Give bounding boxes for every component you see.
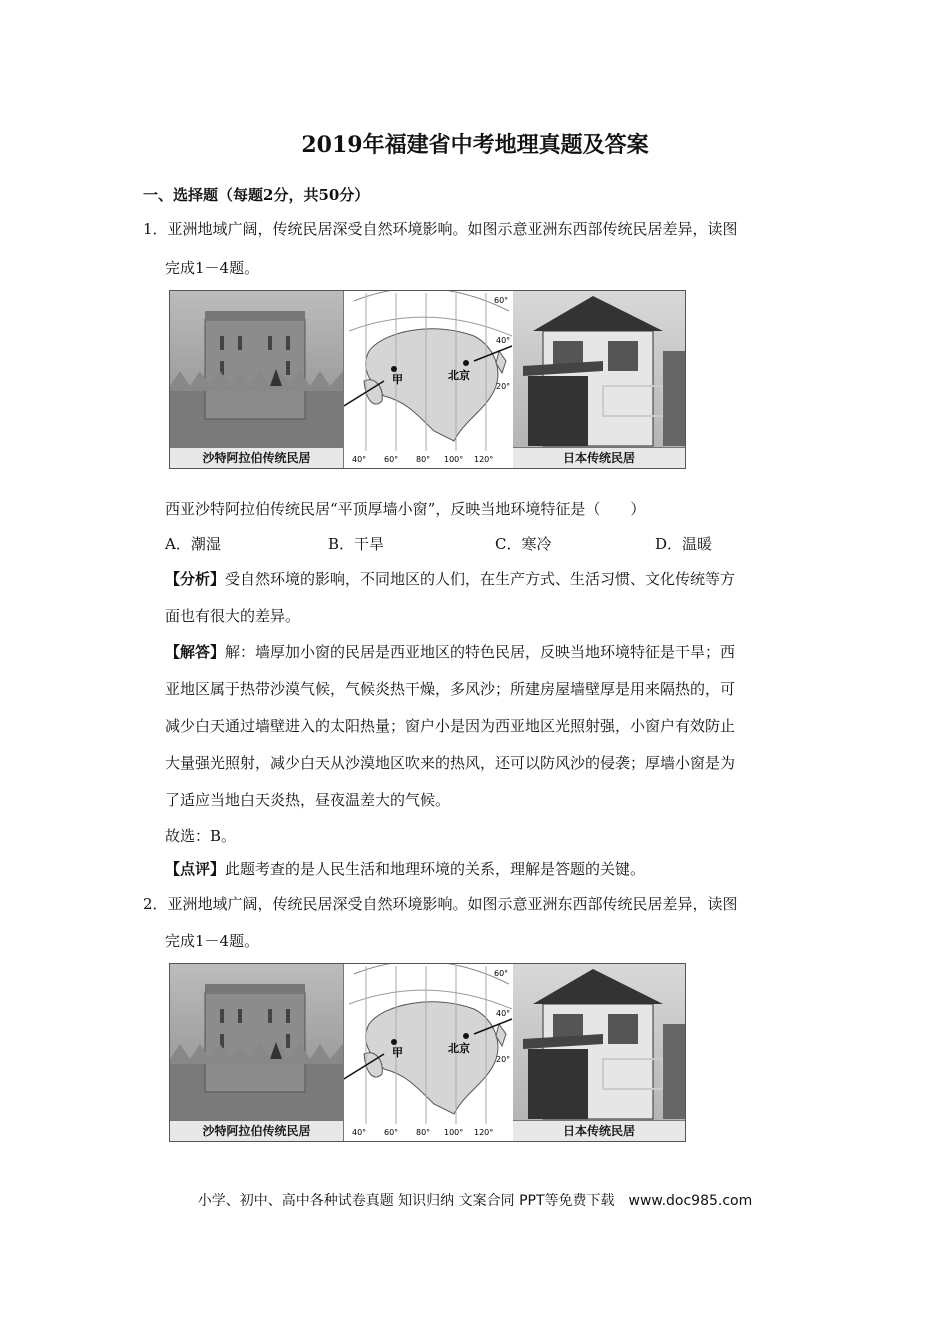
answer-line-3: 减少白天通过墙壁进入的太阳热量；窗户小是因为西亚地区光照射强，小窗户有效防止 — [165, 717, 736, 735]
footer-link-text[interactable]: 小学、初中、高中各种试卷真题 知识归纳 文案合同 PPT等免费下载 www.doc985.com — [197, 1193, 753, 1209]
japan-dwelling-photo — [513, 291, 685, 468]
analysis-text: 受自然环境的影响，不同地区的人们，在生产方式、生活习惯、文化传统等方 — [225, 570, 736, 588]
map-label-jia: 甲 — [392, 373, 403, 386]
question-1-intro: 1．亚洲地域广阔，传统民居深受自然环境影响。如图示意亚洲东西部传统民居差异，读图 — [143, 220, 738, 238]
lon-label: 80° — [416, 455, 431, 464]
answer-text: 解：墙厚加小窗的民居是西亚地区的特色民居，反映当地环境特征是干旱；西 — [225, 643, 736, 661]
lon-label: 60° — [384, 455, 399, 464]
final-choice: 故选：B。 — [165, 827, 237, 845]
answer-line-5: 了适应当地白天炎热，昼夜温差大的气候。 — [165, 791, 451, 809]
comment — [165, 858, 645, 879]
analysis — [165, 568, 735, 589]
asia-map — [343, 291, 515, 468]
lon-label: 80° — [416, 1128, 431, 1137]
lon-label: 60° — [384, 1128, 399, 1137]
option-b: B．干旱 — [328, 535, 385, 553]
asia-map — [343, 964, 515, 1141]
answer-line-2: 亚地区属于热带沙漠气候，气候炎热干燥，多风沙；所建房屋墙壁厚是用来隔热的，可 — [165, 680, 736, 698]
lon-label: 40° — [352, 1128, 367, 1137]
section-heading: 一、选择题（每题2分，共50分） — [143, 186, 370, 204]
question-1-intro-cont: 完成1－4题。 — [165, 259, 260, 277]
option-d: D．温暖 — [655, 535, 713, 553]
lon-label: 100° — [444, 1128, 464, 1137]
lat-label: 60° — [494, 969, 509, 978]
comment-tag: 【点评】 — [165, 860, 226, 878]
question-1-stem: 西亚沙特阿拉伯传统民居“平顶厚墙小窗”，反映当地环境特征是（ ） — [165, 500, 646, 518]
analysis-cont: 面也有很大的差异。 — [165, 607, 301, 625]
analysis-tag: 【分析】 — [165, 570, 226, 588]
comment-text: 此题考查的是人民生活和地理环境的关系，理解是答题的关键。 — [225, 860, 646, 878]
lat-label: 40° — [496, 336, 511, 345]
answer — [165, 641, 735, 662]
map-label-beijing: 北京 — [448, 1042, 470, 1055]
lat-label: 20° — [496, 1055, 511, 1064]
japan-dwelling-caption: 日本传统民居 — [513, 447, 685, 468]
lon-label: 100° — [444, 455, 464, 464]
saudi-dwelling-caption: 沙特阿拉伯传统民居 — [170, 447, 343, 468]
answer-tag: 【解答】 — [165, 643, 226, 661]
question-2-intro-cont: 完成1－4题。 — [165, 932, 260, 950]
lon-label: 40° — [352, 455, 367, 464]
option-a: A．潮湿 — [165, 535, 221, 553]
saudi-dwelling-photo — [170, 964, 343, 1141]
saudi-dwelling-photo — [170, 291, 343, 468]
figure-asia-dwellings — [169, 290, 686, 469]
japan-dwelling-photo — [513, 964, 685, 1141]
lat-label: 40° — [496, 1009, 511, 1018]
figure-asia-dwellings-2 — [169, 963, 686, 1142]
japan-dwelling-caption: 日本传统民居 — [513, 1120, 685, 1141]
map-label-jia: 甲 — [392, 1046, 403, 1059]
lon-label: 120° — [474, 1128, 494, 1137]
option-c: C．寒冷 — [495, 535, 552, 553]
map-label-beijing: 北京 — [448, 369, 470, 382]
page-title: 2019年福建省中考地理真题及答案 — [301, 132, 649, 158]
lat-label: 20° — [496, 382, 511, 391]
lon-label: 120° — [474, 455, 494, 464]
saudi-dwelling-caption: 沙特阿拉伯传统民居 — [170, 1120, 343, 1141]
lat-label: 60° — [494, 296, 509, 305]
question-2-intro: 2．亚洲地域广阔，传统民居深受自然环境影响。如图示意亚洲东西部传统民居差异，读图 — [143, 895, 738, 913]
answer-line-4: 大量强光照射，减少白天从沙漠地区吹来的热风，还可以防风沙的侵袭；厚墙小窗是为 — [165, 754, 736, 772]
